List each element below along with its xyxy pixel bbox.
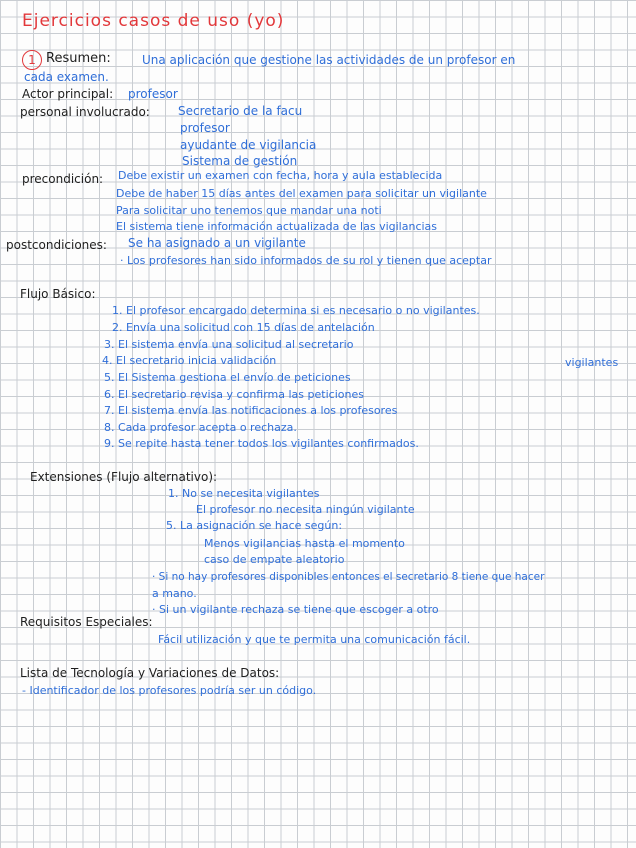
resumen-text-line1: Una aplicación que gestione las actividades de un profesor en (142, 53, 516, 67)
extension-line: a mano. (152, 587, 197, 600)
flujo-step: 6. El secretario revisa y confirma las peticiones (104, 388, 364, 401)
personal-item: ayudante de vigilancia (180, 138, 317, 152)
requisitos-text: Fácil utilización y que te permita una comunicación fácil. (158, 633, 471, 646)
personal-label: personal involucrado: (20, 105, 150, 119)
resumen-label: Resumen: (46, 51, 111, 66)
flujo-step: 2. Envía una solicitud con 15 días de antelación (112, 321, 375, 334)
extension-line: Menos vigilancias hasta el momento (204, 537, 405, 550)
extensiones-label: Extensiones (Flujo alternativo): (30, 470, 218, 484)
page-title: Ejercicios casos de uso (yo) (22, 11, 285, 31)
precondicion-label: precondición: (22, 172, 104, 186)
postcondicion-item: · Los profesores han sido informados de su rol y tienen que aceptar (120, 254, 492, 267)
actor-value: profesor (128, 87, 178, 101)
flujo-step: 9. Se repite hasta tener todos los vigilantes confirmados. (104, 437, 419, 450)
flujo-label: Flujo Básico: (20, 287, 96, 301)
flujo-step: 5. El Sistema gestiona el envío de peticiones (104, 371, 351, 384)
resumen-text-line2: cada examen. (24, 70, 109, 84)
postcondiciones-label: postcondiciones: (6, 238, 107, 252)
extension-line: 5. La asignación se hace según: (166, 519, 343, 532)
precondicion-item: Debe de haber 15 días antes del examen para solicitar un vigilante (116, 187, 487, 200)
requisitos-label: Requisitos Especiales: (20, 615, 153, 629)
flujo-step: 7. El sistema envía las notificaciones a los profesores (104, 404, 398, 417)
extension-line: El profesor no necesita ningún vigilante (196, 503, 415, 516)
flujo-step: 3. El sistema envía una solicitud al secretario (104, 338, 354, 351)
tecnologia-text: - Identificador de los profesores podría ser un código. (22, 684, 317, 697)
personal-item: Secretario de la facu (178, 104, 303, 118)
flujo-step: 4. El secretario inicia validación (102, 354, 277, 367)
precondicion-item: Para solicitar uno tenemos que mandar una noti (116, 204, 382, 217)
actor-label: Actor principal: (22, 87, 114, 101)
extension-line: 1. No se necesita vigilantes (168, 487, 320, 500)
postcondicion-item: Se ha asignado a un vigilante (128, 236, 306, 250)
precondicion-item: El sistema tiene información actualizada de las vigilancias (116, 220, 438, 233)
extension-line: · Si no hay profesores disponibles entonces el secretario 8 tiene que hacer (152, 571, 545, 583)
personal-item: profesor (180, 121, 230, 135)
personal-item: Sistema de gestión (182, 154, 298, 168)
flujo-margin-note: vigilantes (565, 356, 619, 369)
section-number-badge: 1 (22, 50, 42, 70)
tecnologia-label: Lista de Tecnología y Variaciones de Datos: (20, 666, 280, 680)
flujo-step: 1. El profesor encargado determina si es necesario o no vigilantes. (112, 304, 480, 317)
extension-line: · Si un vigilante rechaza se tiene que escoger a otro (152, 603, 439, 616)
flujo-step: 8. Cada profesor acepta o rechaza. (104, 421, 297, 434)
precondicion-item: Debe existir un examen con fecha, hora y aula establecida (118, 169, 443, 182)
extension-line: caso de empate aleatorio (204, 553, 345, 566)
